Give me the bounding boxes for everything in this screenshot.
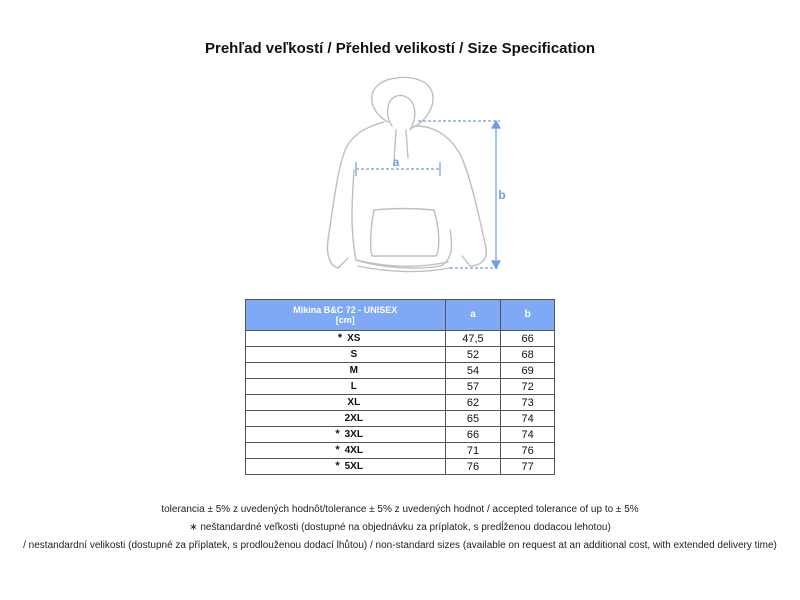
size-cell xyxy=(246,427,446,443)
header-product-name: Mikina B&C 72 - UNISEX xyxy=(293,305,398,315)
value-a-cell: 76 xyxy=(445,459,501,475)
value-a-cell: 47,5 xyxy=(445,331,501,347)
table-row xyxy=(246,459,555,475)
table-row xyxy=(246,411,555,427)
size-cell xyxy=(246,379,446,395)
tolerance-note: tolerancia ± 5% z uvedených hodnôt/tolerance ± 5% z uvedených hodnot / accepted tolerance of up to ± 5% xyxy=(161,504,639,515)
size-cell xyxy=(246,395,446,411)
value-b-cell: 74 xyxy=(501,411,555,427)
header-unit: [cm] xyxy=(335,315,355,325)
size-label: 5XL xyxy=(344,461,363,472)
size-label: M xyxy=(349,364,358,376)
nonstandard-note-sk: ∗ neštandardné veľkosti (dostupné na objednávku za príplatok, s predĺženou dodacou lehotou) xyxy=(189,522,611,533)
size-cell xyxy=(246,459,446,475)
table-row xyxy=(246,427,555,443)
value-b-cell: 68 xyxy=(501,347,555,363)
value-b-cell: 76 xyxy=(501,443,555,459)
size-table xyxy=(245,299,555,475)
value-a-cell: 54 xyxy=(445,363,501,379)
hoodie-figure xyxy=(300,70,540,280)
value-a-cell: 52 xyxy=(445,347,501,363)
nonstandard-mark: * xyxy=(335,460,340,472)
value-b-cell: 72 xyxy=(501,379,555,395)
value-a-cell: 71 xyxy=(445,443,501,459)
header-product xyxy=(246,300,446,331)
header-a: a xyxy=(445,300,501,331)
table-header-row xyxy=(246,300,555,331)
value-b-cell: 74 xyxy=(501,427,555,443)
table-row xyxy=(246,347,555,363)
value-b-cell: 66 xyxy=(501,331,555,347)
hoodie-diagram xyxy=(300,70,540,280)
size-cell xyxy=(246,363,446,379)
value-a-cell: 65 xyxy=(445,411,501,427)
value-b-cell: 73 xyxy=(501,395,555,411)
size-label: XS xyxy=(347,333,361,344)
size-label: L xyxy=(350,380,357,392)
value-b-cell: 77 xyxy=(501,459,555,475)
table-row xyxy=(246,363,555,379)
nonstandard-note-cz-en: / nestandardní velikosti (dostupné za příplatek, s prodlouženou dodací lhůtou) / non-standard sizes (available on request at an additional cost, with extended delivery time) xyxy=(23,540,777,551)
table-row xyxy=(246,443,555,459)
value-a-cell: 66 xyxy=(445,427,501,443)
table-row xyxy=(246,331,555,347)
nonstandard-mark: * xyxy=(335,444,340,456)
size-label: XL xyxy=(347,396,361,408)
value-a-cell: 57 xyxy=(445,379,501,395)
size-cell xyxy=(246,331,446,347)
nonstandard-mark: * xyxy=(337,332,343,344)
header-b: b xyxy=(501,300,555,331)
size-cell xyxy=(246,347,446,363)
size-cell xyxy=(246,443,446,459)
page-title: Prehľad veľkostí / Přehled velikostí / Size Specification xyxy=(204,40,596,57)
size-cell xyxy=(246,411,446,427)
value-a-cell: 62 xyxy=(445,395,501,411)
notes xyxy=(0,503,800,557)
measure-a-label: a xyxy=(392,155,400,169)
size-label: 3XL xyxy=(344,429,363,440)
table-row xyxy=(246,395,555,411)
size-label: 2XL xyxy=(344,412,363,424)
nonstandard-mark: * xyxy=(335,428,340,440)
measure-b-label: b xyxy=(498,188,506,202)
value-b-cell: 69 xyxy=(501,363,555,379)
size-label: 4XL xyxy=(344,445,363,456)
size-label: S xyxy=(350,348,358,360)
table-row xyxy=(246,379,555,395)
